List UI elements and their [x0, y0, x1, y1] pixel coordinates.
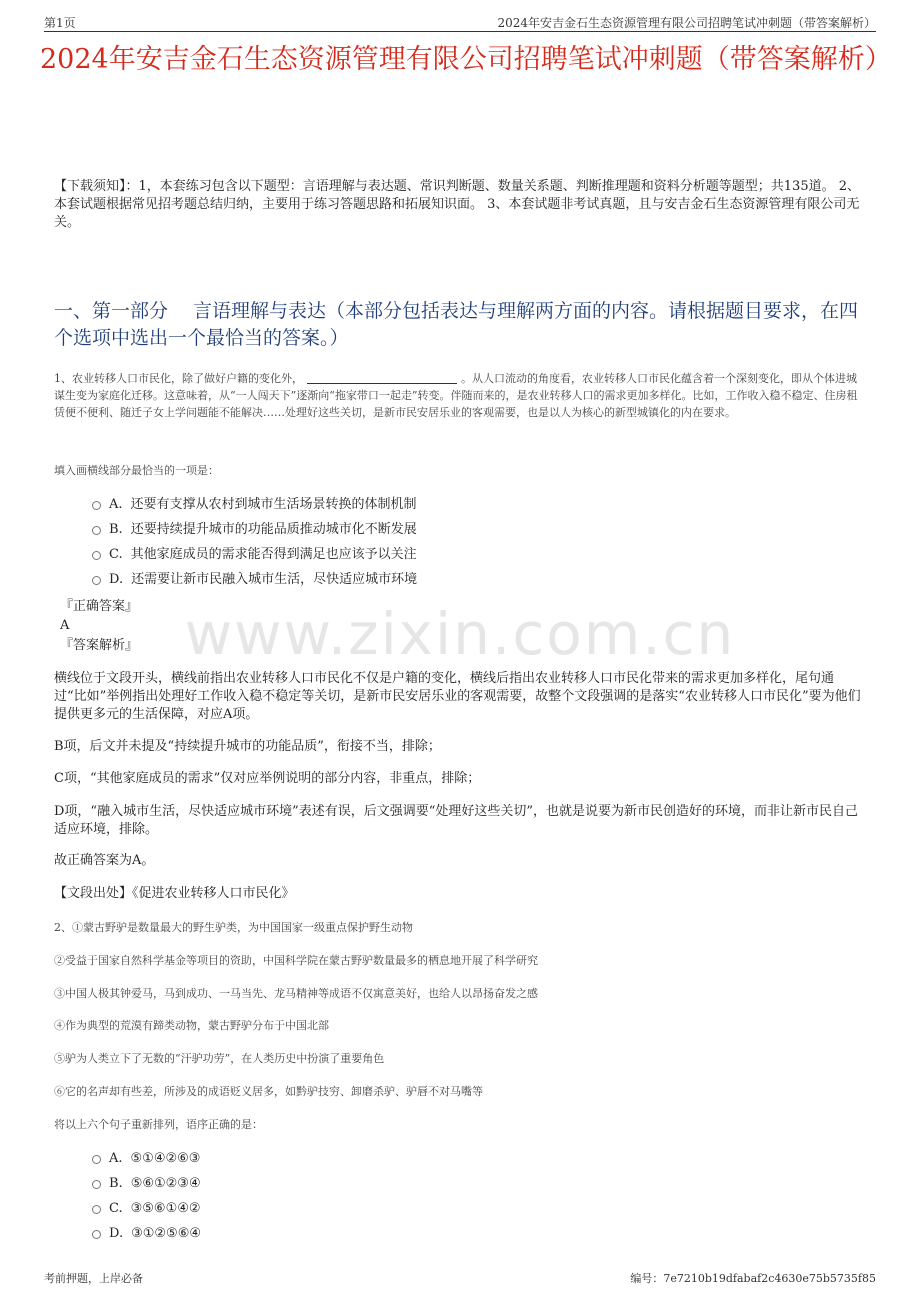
header-doc-title: 2024年安吉金石生态资源管理有限公司招聘笔试冲刺题（带答案解析） — [497, 16, 876, 30]
footer-doc-id: 编号：7e7210b19dfabaf2c4630e75b5735f85 — [630, 1272, 876, 1285]
radio-icon[interactable] — [92, 1230, 101, 1239]
analysis-source: 【文段出处】《促进农业转移人口市民化》 — [54, 886, 295, 901]
question-1-prompt: 填入画横线部分最恰当的一项是： — [54, 464, 219, 477]
q2-option-c[interactable]: C. ③⑤⑥①④② — [92, 1200, 201, 1218]
analysis-conclusion: 故正确答案为A。 — [54, 853, 155, 868]
radio-icon[interactable] — [92, 551, 101, 560]
question-2-sentence: 2、①蒙古野驴是数量最大的野生驴类，为中国国家一级重点保护野生动物 — [54, 921, 413, 934]
q2-option-b[interactable]: B. ⑤⑥①②③④ — [92, 1175, 201, 1193]
document-title: 2024年安吉金石生态资源管理有限公司招聘笔试冲刺题（带答案解析） — [40, 44, 892, 75]
fill-in-blank — [307, 372, 457, 384]
q2-option-a[interactable]: A. ⑤①④②⑥③ — [92, 1150, 200, 1168]
question-2-sentence: ②受益于国家自然科学基金等项目的资助，中国科学院在蒙古野驴数量最多的栖息地开展了科学研究 — [54, 954, 538, 967]
answer-label: 『正确答案』 — [60, 599, 139, 614]
page-header — [44, 12, 876, 32]
question-2-sentence: ⑥它的名声却有些差，所涉及的成语贬义居多，如黔驴技穷、卸磨杀驴、驴唇不对马嘴等 — [54, 1085, 483, 1098]
q1-option-b[interactable]: B. 还要持续提升城市的功能品质推动城市化不断发展 — [92, 521, 417, 539]
analysis-label: 『答案解析』 — [60, 638, 139, 653]
question-2-sentence: ③中国人极其钟爱马，马到成功、一马当先、龙马精神等成语不仅寓意美好，也给人以昂扬奋发之感 — [54, 987, 538, 1000]
radio-icon[interactable] — [92, 1180, 101, 1189]
answer-value: A — [60, 618, 70, 633]
footer-slogan: 考前押题，上岸必备 — [44, 1272, 143, 1285]
page-number: 第1页 — [44, 16, 76, 30]
question-1-text: 1、农业转移人口市民化，除了做好户籍的变化外， 。从人口流动的角度看，农业转移人口市民化蕴含着一个深刻变化，即从个体进城谋生变为家庭化迁移。这意味着，从“一人闯天下”逐渐向“拖家带口一起走”转变。伴随而来的，是农业转移人口的需求更加多样化。比如，工作收入稳不稳定、住房租赁便不便利、随迁子女上学问题能不能解决……处理好这些关切，是新市民安居乐业的客观需要，也是以人为核心的新型城镇化的内在要求。 — [54, 372, 858, 419]
analysis-paragraph: D项，“融入城市生活，尽快适应城市环境”表述有误，后文强调要“处理好这些关切”，也就是说要为新市民创造好的环境，而非让新市民自己适应环境，排除。 — [54, 804, 859, 837]
analysis-paragraph: C项，“其他家庭成员的需求”仅对应举例说明的部分内容，非重点，排除； — [54, 771, 481, 786]
analysis-paragraph: B项，后文并未提及“持续提升城市的功能品质”，衔接不当，排除； — [54, 739, 441, 754]
radio-icon[interactable] — [92, 501, 101, 510]
q2-option-d[interactable]: D. ③①②⑤⑥④ — [92, 1225, 201, 1243]
watermark: www.zixin.com.cn — [184, 600, 736, 668]
analysis-paragraph: 横线位于文段开头，横线前指出农业转移人口市民化不仅是户籍的变化，横线后指出农业转移人口市民化带来的需求更加多样化，尾句通过“比如”举例指出处理好工作收入稳不稳定等关切，是新市民安居乐业的客观需要，故整个文段强调的是落实“农业转移人口市民化”要为他们提供更多元的生活保障，对应A项。 — [54, 671, 861, 722]
q1-option-c[interactable]: C. 其他家庭成员的需求能否得到满足也应该予以关注 — [92, 546, 417, 564]
radio-icon[interactable] — [92, 576, 101, 585]
section-heading: 一、第一部分 言语理解与表达（本部分包括表达与理解两方面的内容。请根据题目要求，在四个选项中选出一个最恰当的答案。） — [54, 300, 859, 349]
q1-option-d[interactable]: D. 还需要让新市民融入城市生活，尽快适应城市环境 — [92, 571, 417, 589]
question-2-prompt: 将以上六个句子重新排列，语序正确的是： — [54, 1118, 263, 1131]
question-2-sentence: ④作为典型的荒漠有蹄类动物，蒙古野驴分布于中国北部 — [54, 1019, 329, 1032]
question-2-sentence: ⑤驴为人类立下了无数的“汗驴功劳”，在人类历史中扮演了重要角色 — [54, 1052, 385, 1065]
radio-icon[interactable] — [92, 526, 101, 535]
download-notice: 【下载须知】：1，本套练习包含以下题型：言语理解与表达题、常识判断题、数量关系题、判断推理题和资料分析题等题型；共135道。 2、本套试题根据常见招考题总结归纳，主要用于练习答题思路和拓展知识面。 3、本套试题非考试真题，且与安吉金石生态资源管理有限公司无关。 — [54, 179, 860, 230]
radio-icon[interactable] — [92, 1205, 101, 1214]
q1-option-a[interactable]: A. 还要有支撑从农村到城市生活场景转换的体制机制 — [92, 496, 417, 514]
radio-icon[interactable] — [92, 1155, 101, 1164]
